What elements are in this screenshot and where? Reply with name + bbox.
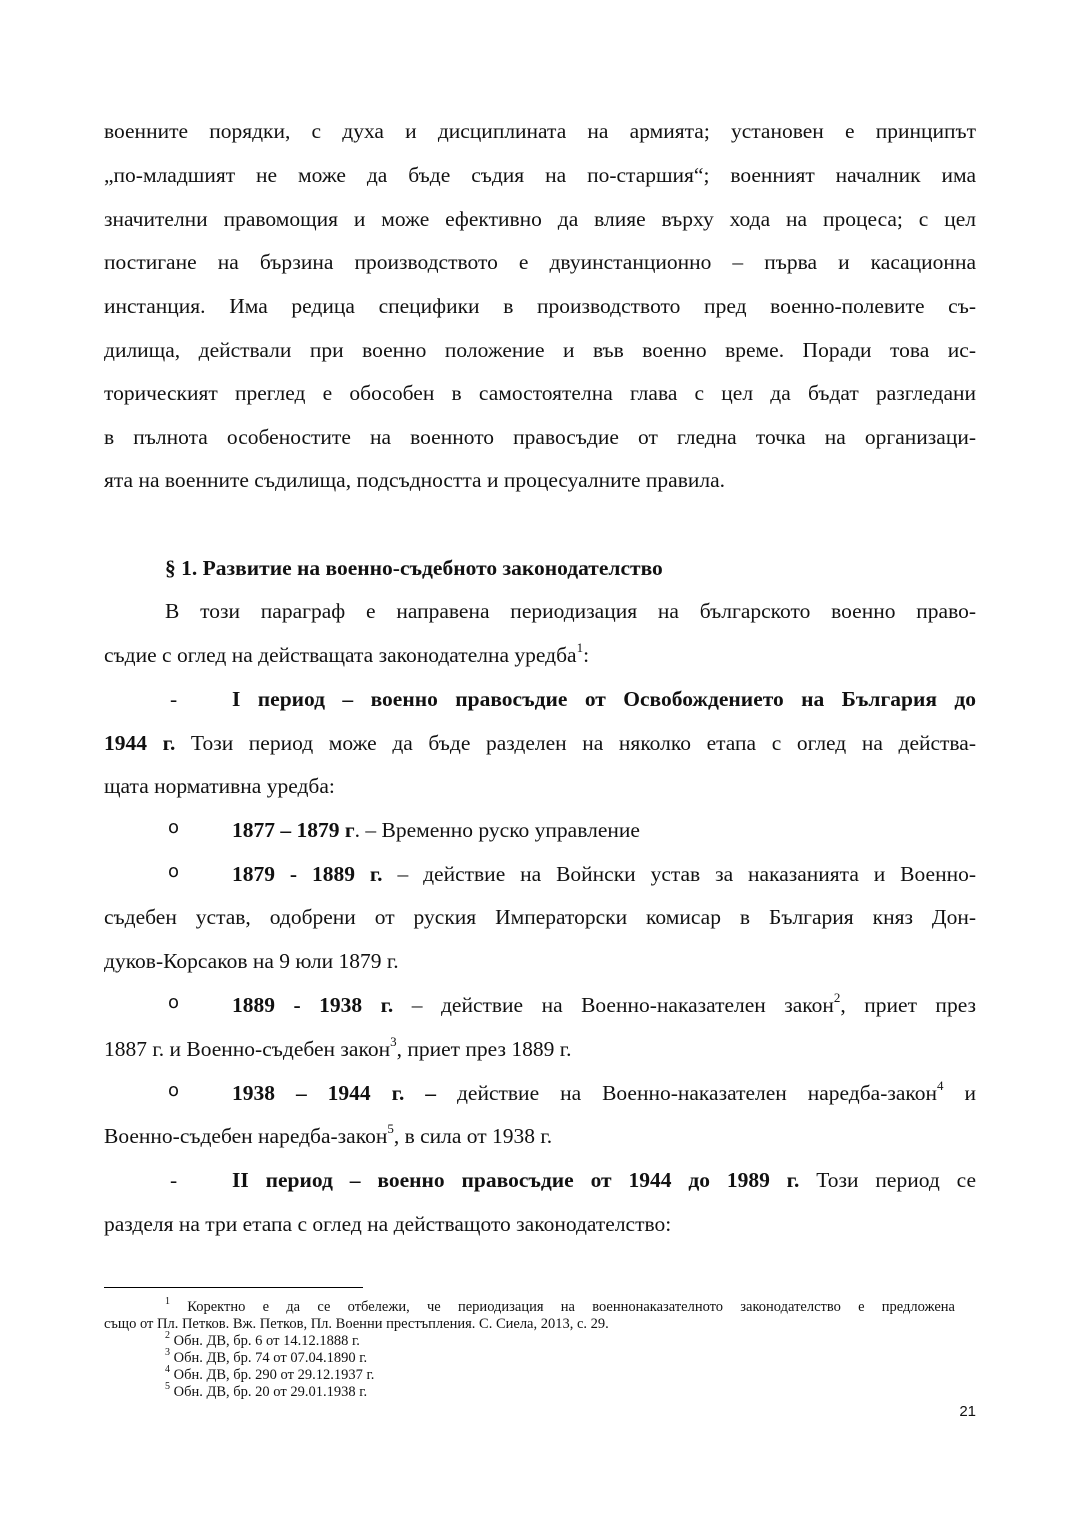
text-line: „по-младшият не може да бъде съдия на по-старшия“; военният началник има: [104, 163, 976, 187]
circle-bullet: o: [168, 817, 180, 838]
text-line: военните порядки, с духа и дисциплината на армията; установен е принципът: [104, 119, 976, 143]
text-line: инстанция. Има редица специфики в производството пред военно-полевите съ-: [104, 294, 976, 318]
footnote-4: $^4$ Обн. ДВ, бр. 290 от 29.12.1937 г.: [165, 1364, 375, 1383]
footnote-ref[interactable]: 2: [833, 989, 841, 1005]
text-line: ята на военните съдилища, подсъдността и процесуалните правила.: [104, 468, 726, 492]
footnote-5: $^5$ Обн. ДВ, бр. 20 от 29.01.1938 г.: [165, 1381, 368, 1400]
dash-bullet: -: [170, 1168, 178, 1192]
footnote-ref[interactable]: 3: [390, 1033, 397, 1049]
footnote-2: $^2$ Обн. ДВ, бр. 6 от 14.12.1888 г.: [165, 1330, 360, 1349]
text-line: щата нормативна уредба:: [104, 774, 335, 798]
text-line: съдебен устав, одобрени от руския Императорски комисар в България княз Дон-: [104, 905, 976, 929]
text-line: в пълнота особеностите на военното правосъдие от гледна точка на организаци-: [104, 425, 976, 449]
footnote-ref[interactable]: 1: [576, 639, 584, 655]
footnote-3: $^3$ Обн. ДВ, бр. 74 от 07.04.1890 г.: [165, 1347, 368, 1366]
text-line: разделя на три етапа с оглед на действащото законодателство:: [104, 1212, 672, 1236]
text-line: съдие с оглед на действащата законодателна уредба$^1$:: [104, 639, 590, 667]
section-heading: § 1. Развитие на военно-съдебното законодателство: [165, 556, 663, 580]
dash-bullet: -: [170, 687, 178, 711]
text-line: торическият преглед е обособен в самостоятелна глава с цел да бъдат разгледани: [104, 381, 976, 405]
footnote-1-cont: също от Пл. Петков. Вж. Петков, Пл. Военни престъпления. С. Сиела, 2013, с. 29.: [104, 1316, 609, 1332]
footnote-ref[interactable]: 4: [937, 1077, 944, 1093]
text-line: Военно-съдебен наредба-закон$^5$, в сила от 1938 г.: [104, 1120, 553, 1148]
circle-bullet: o: [168, 992, 180, 1013]
footnote-1: $^1$ Коректно е да се отбележи, че периодизация на военнонаказателното законодателство е предложена: [165, 1296, 955, 1315]
text-line: В този параграф е направена периодизация на българското военно право-: [165, 599, 976, 623]
stage-item: 1877 – 1879 г. – Временно руско управление: [232, 818, 640, 842]
text-line: значителни правомощия и може ефективно да влияе върху хода на процеса; с цел: [104, 207, 976, 231]
text-line: 1887 г. и Военно-съдебен закон$^3$, приет през 1889 г.: [104, 1033, 572, 1061]
period-1-title: I период – военно правосъдие от Освобождението на България до: [232, 687, 976, 711]
stage-item: 1889 - 1938 г. – действие на Военно-наказателен закон$^2$, приет през: [232, 989, 976, 1017]
text-line: постигане на бързина производството е двуинстанционно – първа и касационна: [104, 250, 976, 274]
period-2-title: II период – военно правосъдие от 1944 до 1989 г. Този период се: [232, 1168, 976, 1192]
circle-bullet: o: [168, 1080, 180, 1101]
text-line: дилища, действали при военно положение и във военно време. Поради това ис-: [104, 338, 976, 362]
text-line: 1944 г. Този период може да бъде разделен на няколко етапа с оглед на действа-: [104, 731, 977, 755]
stage-item: 1938 – 1944 г. – действие на Военно-наказателен наредба-закон$^4$ и: [232, 1077, 976, 1105]
page-number: 21: [959, 1403, 976, 1420]
text-line: дуков-Корсаков на 9 юли 1879 г.: [104, 949, 399, 973]
stage-item: 1879 - 1889 г. – действие на Войнски устав за наказанията и Военно-: [232, 862, 976, 886]
footnote-separator: [104, 1287, 363, 1288]
footnote-ref[interactable]: 5: [387, 1120, 394, 1136]
circle-bullet: o: [168, 861, 180, 882]
